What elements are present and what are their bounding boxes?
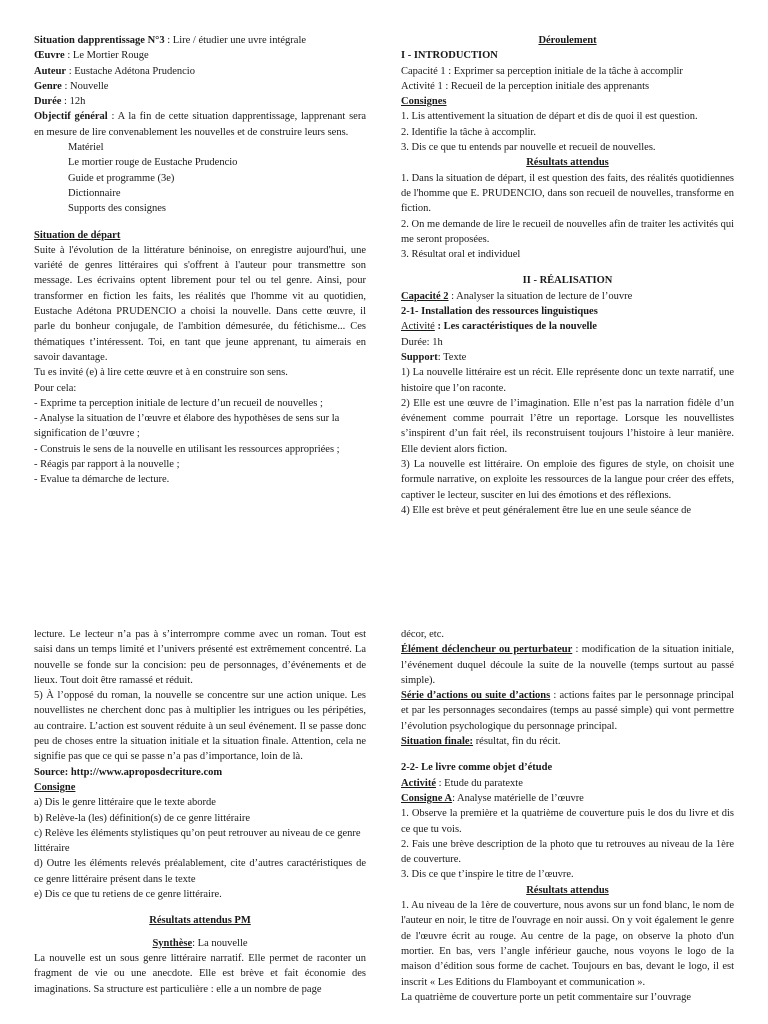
resultat-item: 3. Résultat oral et individuel [401, 249, 521, 261]
duree-line: Durée: 1h [401, 336, 443, 348]
capacite-2: Capacité 2 : Analyser la situation de lecture de l’ouvre [401, 290, 633, 302]
situation-title: Situation de départ [34, 229, 121, 241]
consigne-item: 1. Observe la première et la quatrième de couverture puis le dos du livre et dis ce que tu vois. [401, 808, 734, 835]
consigne-a-line: Consigne A: Analyse matérielle de l’œuvre [401, 792, 584, 804]
materiel-item: Le mortier rouge de Eustache Prudencio [68, 157, 238, 169]
top-left-column [34, 33, 366, 488]
top-right-column [401, 33, 734, 518]
header-line-1: Situation dapprentissage N°3 : Lire / étudier une uvre intégrale [34, 35, 307, 46]
consigne-item: c) Relève les éléments stylistiques qu’on peut retrouver au niveau de ce genre littéraire [34, 827, 361, 855]
task-item: - Construis le sens de la nouvelle en utilisant les ressources appropriées ; [34, 443, 340, 455]
serie-actions: Série d’actions ou suite d’actions : actions faites par le personnage principal et par les personnages secondaires (temps au passé simple) qui vont permettre l’évolution psychologique du personnage principal. [401, 690, 735, 732]
section-2-1-title: 2-1- Installation des ressources linguistiques [401, 306, 598, 318]
continuation-text: lecture. Le lecteur n’a pas à s’interrompre comme avec un roman. Tout est saisi dans un temps limité et l’univers présenté est extrêmement concentré. La nouvelle se fonde sur la concision: peu de personnages, d’événements et de lieux. Tout doit être ramassé et réduit. [34, 629, 366, 686]
synthese-line: Synthèse: La nouvelle [152, 937, 248, 949]
situation-finale: Situation finale: résultat, fin du récit. [401, 736, 561, 748]
header-line-4: Genre : Nouvelle [34, 80, 109, 92]
point-item: 1) La nouvelle littéraire est un récit. Elle représente donc un texte narratif, une histoire que l’on raconte. [401, 367, 734, 394]
point-item: 4) Elle est brève et peut généralement être lue en une seule séance de [401, 504, 692, 516]
synthese-text: La nouvelle est un sous genre littéraire narratif. Elle permet de raconter un fragment de vie ou une anecdote. Elle est brève et fait économie des imaginations. Sa structure est particulière : elle a un nombre de page [34, 952, 366, 995]
materiel-item: Guide et programme (3e) [68, 172, 175, 184]
activite-line: Activité : Les caractéristiques de la nouvelle [401, 321, 597, 333]
realisation-title: II - RÉALISATION [522, 275, 613, 287]
decor-line: décor, etc. [401, 629, 445, 640]
task-item: - Analyse la situation de l’œuvre et élabore des hypothèses de sens sur la signification de l’œuvre ; [34, 413, 340, 440]
objectif-paragraph: Objectif général : A la fin de cette situation dapprentissage, lapprenant sera en mesure de lire convenablement les nouvelles et de construire leurs sens. [34, 111, 366, 138]
bottom-left-column [34, 627, 366, 997]
task-item: - Exprime ta perception initiale de lecture d’un recueil de nouvelles ; [34, 397, 323, 409]
source-line: Source: http://www.aproposdecriture.com [34, 766, 223, 778]
consigne-item: a) Dis le genre littéraire que le texte aborde [34, 797, 216, 809]
support-line: Support: Texte [401, 351, 467, 363]
capacite-1: Capacité 1 : Exprimer sa perception initiale de la tâche à accomplir [401, 65, 683, 77]
bottom-right-column [401, 627, 734, 1005]
resultats-label: Résultats attendus [526, 884, 609, 896]
consigne-item: d) Outre les éléments relevés préalablement, cite d’autres caractéristiques de ce genre littéraire présent dans le texte [34, 858, 366, 885]
consigne-item: e) Dis ce que tu retiens de ce genre littéraire. [34, 889, 222, 901]
point-item: 3) La nouvelle est littéraire. On emploie des figures de style, on choisit une formule narrative, on exploite les ressources de la langue pour créer des effets, captiver le lecteur, susciter en lui des émotions et des réflexions. [401, 459, 734, 501]
pour-cela: Pour cela: [34, 382, 77, 394]
section-2-2-title: 2-2- Le livre comme objet d’étude [401, 762, 553, 774]
consigne-item: 2. Fais une brève description de la photo que tu retrouves au niveau de la 1ère de couverture. [401, 838, 734, 866]
resultat-item: 1. Au niveau de la 1ère de couverture, nous avons sur un fond blanc, le nom de l'auteur en noir, le titre de l'ouvrage en noir aussi. On y voit également le genre de l'œuvre écrit au rouge. Au centre de la page, on observe la photo d'un mortier. En bas, vers l’angle inférieur gauche, nous voyons le logo de la maison d’édition sous forme de cachet. Toujours en bas, devant le logo, il est inscrit « Les Editions du Flamboyant et communication ». [401, 900, 734, 988]
deroulement-title: Déroulement [538, 35, 597, 46]
consigne-item: 1. Lis attentivement la situation de départ et dis de quoi il est question. [401, 111, 698, 123]
activite-line: Activité : Etude du paratexte [401, 777, 523, 789]
resultats-pm-title: Résultats attendus PM [149, 915, 251, 927]
intro-title: I - INTRODUCTION [401, 50, 498, 62]
element-declencheur: Élément déclencheur ou perturbateur : modification de la situation initiale, l’événement duquel découle la suite de la nouvelle (temps surtout au passé simple). [401, 644, 734, 686]
materiel-item: Dictionnaire [68, 187, 121, 199]
resultat-item: 2. On me demande de lire le recueil de nouvelles afin de traiter les activités qui me seront proposées. [401, 218, 734, 245]
materiel-item: Matériel [68, 142, 104, 154]
materiel-item: Supports des consignes [68, 203, 166, 215]
consigne-label: Consigne [34, 781, 76, 793]
resultat-continuation: La quatrième de couverture porte un petit commentaire sur l’ouvrage [401, 991, 692, 1003]
header-line-5: Durée : 12h [34, 96, 86, 108]
point-item: 2) Elle est une œuvre de l’imagination. Elle n’est pas la narration fidèle d’un événement comme pourrait l’être un reportage. Lorsque les nouvellistes s’inspirent d’un fait réel, ils reconstruisent toujours l’histoire à leur manière. Elle devient alors fiction. [401, 397, 734, 455]
point-5: 5) À l’opposé du roman, la nouvelle se concentre sur une action unique. Les nouvellistes ne cherchent donc pas à multiplier les intrigues ou les péripéties, au contraire. L’action est souvent réduite à un seul événement. Il se passe donc peu de choses entre la situation initiale et la situation finale. Attention, cela ne signifie pas que ce qui se passe n’a pas d’importance, loin de là. [34, 690, 366, 763]
header-line-2: Œuvre : Le Mortier Rouge [34, 50, 149, 62]
activite-1: Activité 1 : Recueil de la perception initiale des apprenants [401, 80, 650, 92]
consigne-item: 3. Dis ce que t’inspire le titre de l’œuvre. [401, 869, 574, 881]
consigne-item: 3. Dis ce que tu entends par nouvelle et recueil de nouvelles. [401, 142, 656, 154]
consigne-item: b) Relève-la (les) définition(s) de ce genre littéraire [34, 812, 251, 824]
task-item: - Réagis par rapport à la nouvelle ; [34, 459, 180, 471]
consigne-item: 2. Identifie la tâche à accomplir. [401, 126, 536, 138]
resultat-item: 1. Dans la situation de départ, il est question des faits, des réalités quotidiennes de l'homme que E. PRUDENCIO, dans son recueil de nouvelles, transforme en fiction. [401, 172, 734, 215]
invitation-text: Tu es invité (e) à lire cette œuvre et à en construire son sens. [34, 367, 288, 379]
consignes-label: Consignes [401, 96, 447, 108]
situation-text: Suite à l'évolution de la littérature béninoise, on enregistre aujourd'hui, une variété de genres littéraires qui s'offrent à l'auteur pour transmettre son message. Les écrivains optent librement pour tel ou tel genre. Ainsi, pour transformer en fiction les faits, les réalités que l'homme vit au quotidien, Eustache Adétona PRUDENCIO a choisi la nouvelle. Dans cette œuvre, il parle du bonheur conjugale, de l'ambition démesurée, du fétichisme... Ces thématiques t’intéressent. Toi, en tant que jeune apprenant, tu aimerais en savoir davantage. [34, 244, 366, 363]
header-line-3: Auteur : Eustache Adétona Prudencio [34, 65, 195, 77]
resultats-label: Résultats attendus [526, 157, 609, 169]
task-item: - Evalue ta démarche de lecture. [34, 474, 170, 486]
